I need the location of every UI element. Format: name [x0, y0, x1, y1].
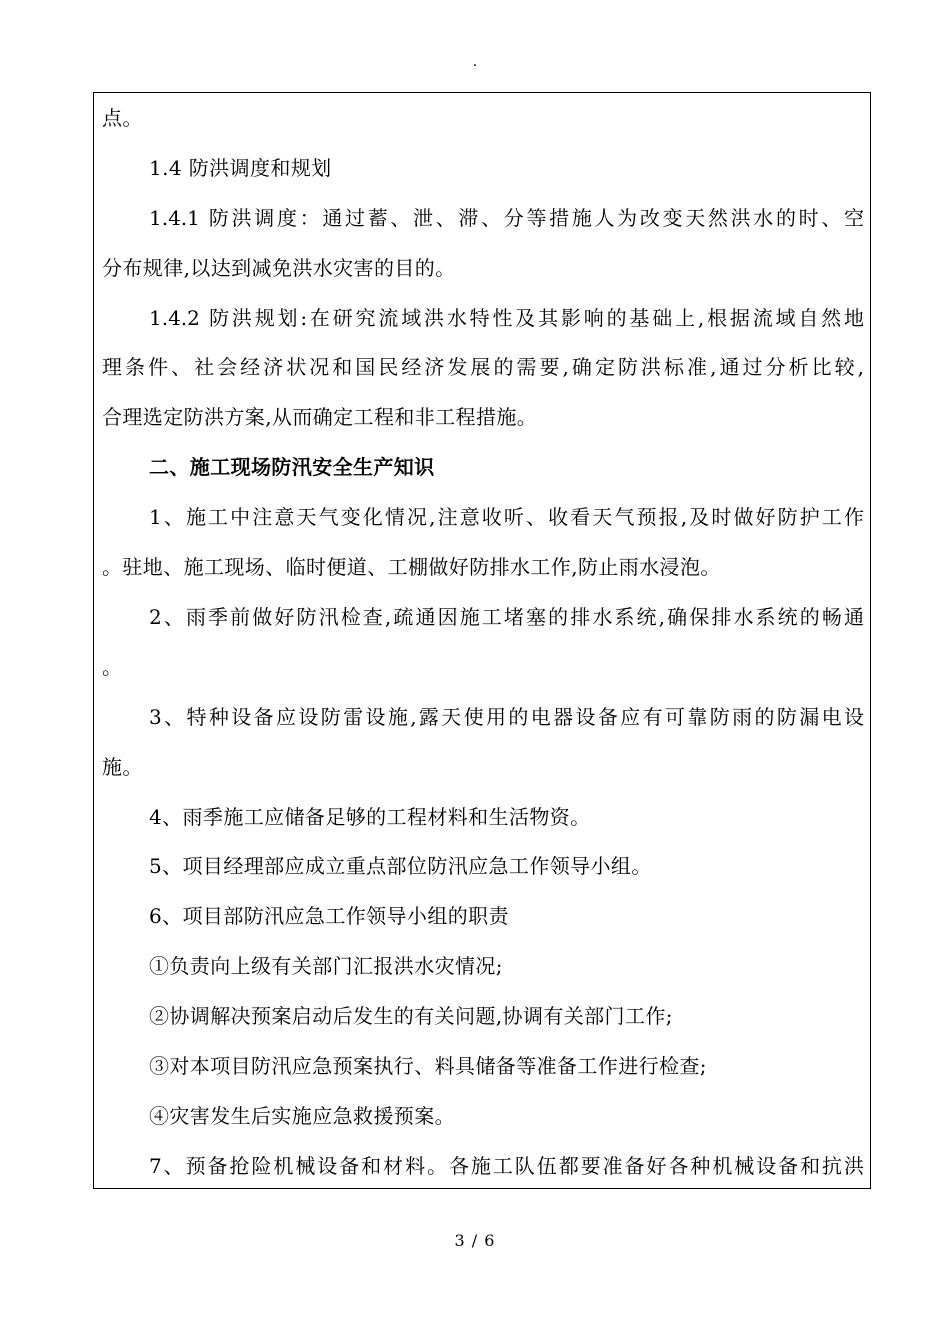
body-line: 点。: [102, 106, 143, 130]
body-line: 2、雨季前做好防汛检查,疏通因施工堵塞的排水系统,确保排水系统的畅通: [149, 605, 864, 629]
list-item: ①负责向上级有关部门汇报洪水灾情况;: [149, 954, 503, 978]
body-line: 施。: [102, 755, 143, 779]
body-line: 7、预备抢险机械设备和材料。各施工队伍都要准备好各种机械设备和抗洪: [149, 1154, 864, 1178]
header-mark: .: [472, 54, 478, 70]
body-line: 分布规律,以达到减免洪水灾害的目的。: [102, 256, 456, 280]
list-item: ③对本项目防汛应急预案执行、料具储备等准备工作进行检查;: [149, 1054, 707, 1078]
body-line: 4、雨季施工应储备足够的工程材料和生活物资。: [149, 805, 591, 829]
section-heading-1-4: 1.4 防洪调度和规划: [149, 156, 332, 180]
body-line: 6、项目部防汛应急工作领导小组的职责: [149, 904, 509, 928]
list-item: ②协调解决预案启动后发生的有关问题,协调有关部门工作;: [149, 1004, 673, 1028]
section-heading-2: 二、施工现场防汛安全生产知识: [149, 455, 435, 479]
page-number: 3 / 6: [454, 1231, 496, 1250]
body-line: 1、施工中注意天气变化情况,注意收听、收看天气预报,及时做好防护工作: [149, 505, 864, 529]
body-line: 1.4.1 防洪调度：通过蓄、泄、滞、分等措施人为改变天然洪水的时、空: [149, 206, 864, 230]
body-line: 。驻地、施工现场、临时便道、工棚做好防排水工作,防止雨水浸泡。: [102, 555, 721, 579]
list-item: ④灾害发生后实施应急救援预案。: [149, 1104, 455, 1128]
document-frame: [93, 92, 871, 1189]
body-line: 。: [102, 655, 123, 679]
body-line: 1.4.2 防洪规划:在研究流域洪水特性及其影响的基础上,根据流域自然地: [149, 306, 864, 330]
body-line: 3、特种设备应设防雷设施,露天使用的电器设备应有可靠防雨的防漏电设: [149, 705, 864, 729]
body-line: 理条件、社会经济状况和国民经济发展的需要,确定防洪标准,通过分析比较,: [102, 355, 864, 379]
body-line: 5、项目经理部应成立重点部位防汛应急工作领导小组。: [149, 854, 652, 878]
body-line: 合理选定防洪方案,从而确定工程和非工程措施。: [102, 405, 538, 429]
